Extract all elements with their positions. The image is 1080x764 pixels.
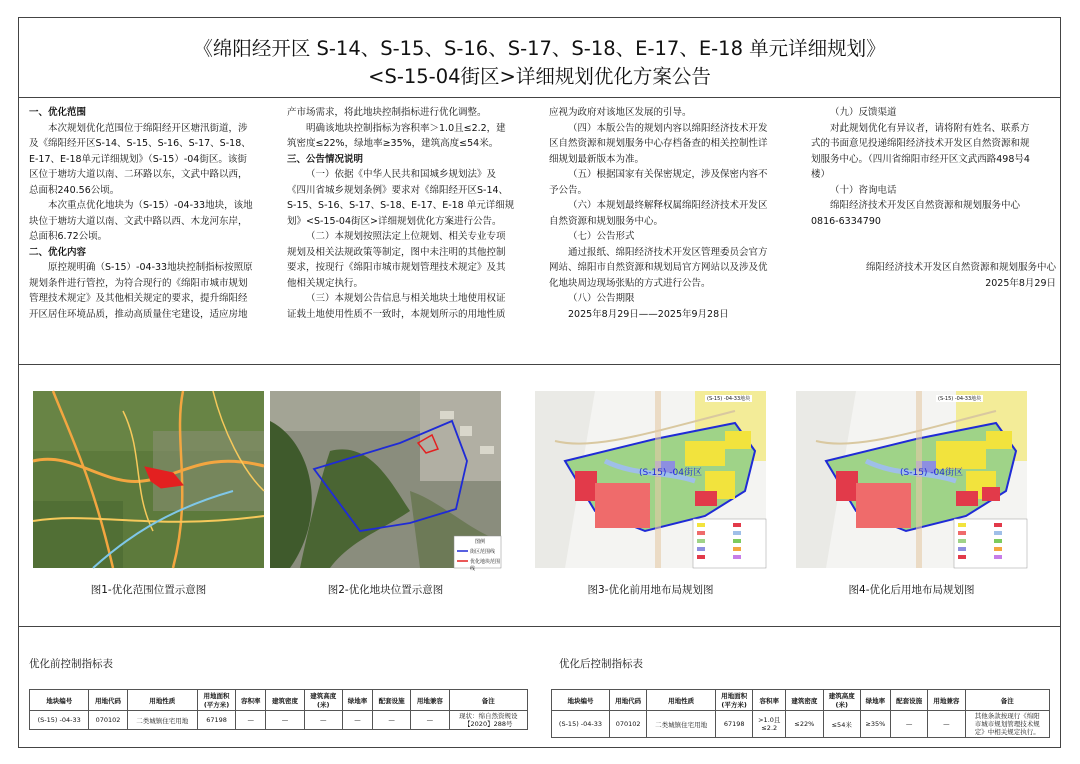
text-line: （七）公告形式 — [568, 231, 635, 242]
figure-2-caption: 图2-优化地块位置示意图 — [327, 584, 444, 596]
table-header-row — [552, 690, 1050, 711]
figure-1-caption: 图1-优化范围位置示意图 — [90, 584, 207, 596]
text-line: 明确该地块控制指标为容积率＞1.0且≤2.2，建 — [306, 122, 506, 134]
text-line: （六）本规划最终解释权属绵阳经济技术开发区 — [568, 200, 768, 211]
cell: ≤54米 — [823, 711, 860, 738]
text-line: 化地块周边现场张贴的方式进行公告。 — [549, 277, 711, 289]
cell: — — [890, 711, 927, 738]
figure-3-landuse-before — [535, 391, 766, 568]
cell: (S-15) -04-33 — [552, 711, 610, 738]
text-line: 《四川省城乡规划条例》要求对《绵阳经开区S-14、 — [287, 184, 509, 196]
col-header: 配套设施 — [373, 690, 411, 711]
col-header: 用地兼容 — [411, 690, 449, 711]
text-line: 他相关规定执行。 — [287, 277, 364, 289]
section-heading-notice: 三、公告情况说明 — [287, 153, 364, 165]
cell: >1.0且 ≤2.2 — [753, 711, 786, 738]
text-line: 对此规划优化有异议者，请将附有姓名、联系方 — [830, 122, 1030, 134]
col-header: 用地性质 — [647, 690, 716, 711]
text-line: 绵阳经济技术开发区自然资源和规划服务中心 — [830, 200, 1021, 211]
table-row — [552, 711, 1050, 738]
signature-date: 2025年8月29日 — [985, 277, 1056, 289]
text-line: 产市场需求，将此地块控制指标进行优化调整。 — [287, 107, 487, 118]
section-heading-content: 二、优化内容 — [29, 246, 87, 258]
signature-org: 绵阳经济技术开发区自然资源和规划服务中心 — [865, 262, 1056, 273]
text-line: 自然资源和规划服务中心。 — [549, 215, 664, 227]
col-header: 容积率 — [236, 690, 266, 711]
cell: — — [236, 711, 266, 730]
notice-board — [18, 17, 1061, 748]
cell: 070102 — [609, 711, 646, 738]
text-column-2 — [287, 105, 535, 322]
text-line: 划服务中心。（四川省绵阳市经开区文武西路498号4 — [811, 153, 1030, 165]
text-line: 规划条件进行管控，为符合现行的《绵阳市城市规划 — [29, 277, 248, 289]
legend-block-boundary: 街区范围线 — [470, 549, 496, 555]
text-line: 证载土地使用性质不一致时，本规划所示的用地性质 — [287, 308, 506, 320]
cell: 二类城镇住宅用地 — [647, 711, 716, 738]
cell: 其他条款按现行《绵阳 市城市规划管理技术规 定》中相关规定执行。 — [965, 711, 1049, 738]
block-label: (S-15) -04街区 — [639, 468, 702, 478]
text-line: （八）公告期限 — [568, 293, 635, 304]
text-line: （二）本规划按照法定上位规划、相关专业专项 — [306, 231, 506, 242]
cell: — — [373, 711, 411, 730]
spacer — [811, 229, 1056, 260]
text-line: 开区居住环境品质，推动高质量住宅建设，适应房地 — [29, 308, 248, 320]
text-line: 细规划最新版本为准。 — [549, 153, 645, 165]
text-line: 本次重点优化地块为（S-15）-04-33地块，该地 — [48, 200, 253, 211]
table-after — [551, 689, 1050, 738]
cell: — — [411, 711, 449, 730]
cell: ≤22% — [786, 711, 823, 738]
figure-1-location-map — [33, 391, 264, 568]
cell: ≥35% — [860, 711, 890, 738]
text-column-4 — [811, 105, 1056, 291]
col-header: 地块编号 — [30, 690, 89, 711]
text-line: 总面积240.56公顷。 — [29, 184, 120, 196]
table-before — [29, 689, 528, 730]
block-label: (S-15) -04街区 — [900, 468, 963, 478]
notice-title-line-2: <S-15-04街区>详细规划优化方案公告 — [368, 65, 711, 88]
col-header: 用地兼容 — [928, 690, 965, 711]
col-header: 建筑高度 (米) — [823, 690, 860, 711]
text-line: 2025年8月29日——2025年9月28日 — [568, 308, 729, 320]
col-header: 用地代码 — [609, 690, 646, 711]
col-header: 配套设施 — [890, 690, 927, 711]
text-line: （四）本版公告的规划内容以绵阳经济技术开发 — [568, 122, 768, 134]
text-line: 0816-6334790 — [811, 215, 881, 227]
text-line: S-15、S-16、S-17、S-18、E-17、E-18 单元详细规 — [287, 200, 515, 211]
text-line: E-17、E-18单元详细规划》（S-15）-04街区。该街 — [29, 153, 247, 165]
col-header: 用地面积 (平方米) — [197, 690, 235, 711]
text-line: 总面积6.72公顷。 — [29, 231, 108, 242]
text-line: （九）反馈渠道 — [830, 107, 897, 118]
text-line: 划》<S-15-04街区>详细规划优化方案进行公告。 — [287, 215, 502, 227]
col-header: 用地代码 — [89, 690, 127, 711]
cell: 二类城镇住宅用地 — [127, 711, 197, 730]
figure-4-caption: 图4-优化后用地布局规划图 — [848, 584, 975, 596]
col-header: 地块编号 — [552, 690, 610, 711]
col-header: 绿地率 — [860, 690, 890, 711]
plot-label: (S-15) -04-33地块 — [707, 396, 751, 402]
text-line: 原控规明确（S-15）-04-33地块控制指标按照原 — [48, 262, 253, 273]
text-line: 区自然资源和规划服务中心存档备查的相关控制性详 — [549, 138, 768, 149]
cell: 67198 — [197, 711, 235, 730]
col-header: 备注 — [449, 690, 527, 711]
table-row — [30, 711, 528, 730]
figure-2-plot-map — [270, 391, 501, 572]
text-line: 筑密度≤22%，绿地率≥35%，建筑高度≤54米。 — [287, 138, 499, 149]
col-header: 建筑密度 — [786, 690, 823, 711]
tables-region — [19, 626, 1060, 749]
text-line: 及《绵阳经开区S-14、S-15、S-16、S-17、S-18、 — [29, 138, 251, 149]
cell: (S-15) -04-33 — [30, 711, 89, 730]
section-heading-scope: 一、优化范围 — [29, 107, 87, 118]
cell: 070102 — [89, 711, 127, 730]
text-line: （一）依据《中华人民共和国城乡规划法》及 — [306, 169, 497, 180]
text-line: 式的书面意见投递绵阳经济技术开发区自然资源和规 — [811, 138, 1030, 149]
legend-title: 图例 — [475, 539, 486, 545]
text-line: 应视为政府对该地区发展的引导。 — [549, 107, 692, 118]
text-line: （五）根据国家有关保密规定，涉及保密内容不 — [568, 169, 768, 180]
col-header: 建筑密度 — [266, 690, 304, 711]
text-column-3 — [549, 105, 797, 322]
cell: — — [928, 711, 965, 738]
figure-4-landuse-after — [796, 391, 1027, 568]
cell: — — [304, 711, 342, 730]
table-after-title: 优化后控制指标表 — [559, 658, 643, 670]
col-header: 建筑高度 (米) — [304, 690, 342, 711]
text-line: （三）本规划公告信息与相关地块土地使用权证 — [306, 293, 506, 304]
text-line: 块位于塘坊大道以南、文武中路以西、木龙河东岸， — [29, 215, 248, 227]
figure-3-caption: 图3-优化前用地布局规划图 — [587, 584, 714, 596]
text-line: （十）咨询电话 — [830, 184, 897, 196]
notice-title-line-1: 《绵阳经开区 S-14、S-15、S-16、S-17、S-18、E-17、E-18 单元详细规划》 — [193, 37, 886, 60]
text-line: 规划及相关法规政策等制定，图中未注明的其他控制 — [287, 246, 506, 258]
text-line: 要求，按现行《绵阳市城市规划管理技术规定》及其 — [287, 262, 506, 273]
table-header-row — [30, 690, 528, 711]
legend-plot-boundary: 优化地块范围线 — [470, 559, 501, 572]
title-area — [19, 18, 1060, 98]
cell: — — [266, 711, 304, 730]
col-header: 绿地率 — [342, 690, 372, 711]
notice-text-region — [19, 97, 1060, 365]
col-header: 用地面积 (平方米) — [715, 690, 752, 711]
table-before-title: 优化前控制指标表 — [29, 658, 113, 670]
text-line: 予公告。 — [549, 184, 588, 196]
text-line: 本次规划优化范围位于绵阳经开区塘汛街道，涉 — [48, 122, 248, 134]
text-line: 楼） — [811, 169, 831, 180]
figures-region — [19, 364, 1060, 627]
plot-label: (S-15) -04-33地块 — [938, 396, 982, 402]
text-line: 网站、绵阳市自然资源和规划局官方网站以及涉及优 — [549, 262, 768, 273]
text-line: 区位于塘坊大道以南、二环路以东，文武中路以西， — [29, 169, 248, 180]
col-header: 用地性质 — [127, 690, 197, 711]
text-line: 通过报纸、绵阳经济技术开发区管理委员会官方 — [568, 246, 768, 258]
cell: 现状：绵自然资规设 【2020】288号 — [449, 711, 527, 730]
text-line: 管理技术规定》及其他相关规定的要求，提升绵阳经 — [29, 293, 248, 304]
col-header: 容积率 — [753, 690, 786, 711]
text-column-1 — [29, 105, 275, 322]
cell: — — [342, 711, 372, 730]
col-header: 备注 — [965, 690, 1049, 711]
cell: 67198 — [715, 711, 752, 738]
